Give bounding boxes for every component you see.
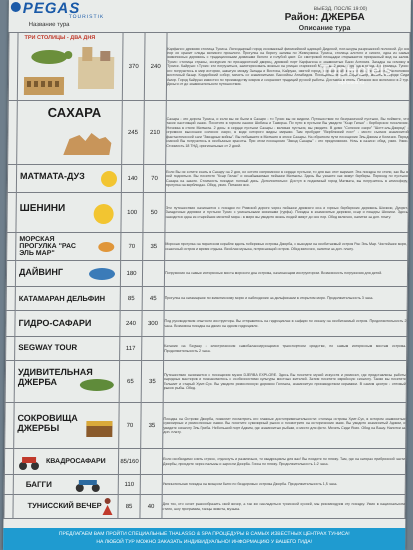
- tour-name-cell: [17, 101, 123, 165]
- price-child: 300: [142, 311, 164, 337]
- price-adult: 110: [118, 475, 140, 495]
- tophotels-watermark: [298, 48, 402, 104]
- tour-name-cell: [16, 165, 121, 193]
- tour-name-cell: [13, 475, 118, 495]
- colosseum-illustration-icon: [22, 73, 66, 97]
- tour-name: МОРСКАЯ ПРОГУЛКА "РАС ЭЛЬ МАР": [19, 236, 76, 257]
- tour-name: ШЕНИНИ: [19, 203, 66, 214]
- winking-smiley-icon: [91, 201, 117, 227]
- tour-name-cell: [15, 311, 120, 337]
- table-row: [6, 311, 407, 337]
- table-row: [5, 403, 406, 449]
- price-adult: 70: [119, 403, 141, 449]
- price-child: 210: [144, 101, 167, 165]
- footer-line-2: НА ЛЮБОЙ ТУР МОЖНО ЗАКАЗАТЬ ИНДИВИДУАЛЬНО! ИНФОРМАЦИЮ У ВАШЕГО ГИДА!: [96, 539, 313, 545]
- tours-table: [3, 32, 410, 519]
- crocodile-illustration-icon: [77, 371, 117, 397]
- smiley-face-icon: [99, 169, 119, 189]
- col-name-header: Название тура: [28, 22, 70, 28]
- tour-description: Прогулка на катамаране по живописному морю и наблюдение за дельфинами в открытом море. Продолжительность 3 часа.: [164, 287, 407, 311]
- price-adult: 370: [122, 33, 145, 101]
- table-row: [5, 361, 406, 403]
- price-child: 240: [144, 33, 167, 101]
- col-desc-header: Описание тура: [298, 25, 351, 32]
- tour-description: Если необходимо снять стресс, отдохнуть и развлечься, то квадроциклы для вас! Вы поедете по пляжу. Там, где на катерах прибрежной части Джербы, проедете через пальмы и заросли Джерба. Гонка по пляжу. Продолжительность 1-2 часа.: [162, 449, 405, 475]
- tour-name-cell: [16, 193, 121, 233]
- price-child: 35: [141, 361, 163, 403]
- price-child: [140, 449, 162, 475]
- table-row: [7, 193, 408, 233]
- tour-description: Карфаген: древняя столица Туниса. Легендарный город основанный финикийской царицей Дидоной, пол-шкуры разрезанной полоской. До сих пор он хранит следы великого прошлого. Прогулка на берегу залива по Жемчужина Туниса, столица алотого и синего, одна из самых живописных деревень с традиционными домиками белого и голубой цвет. Со смотровой площадки открывается прекрасный вид на залив. Тунис: столица страны, экскурсия по президентский дворец, древний порт Карфагена и знаменитые Бани Антония. Загадка на ночевку в Тунисе. Кайруан: г.Тунис: его погрузиться, заинтересовать жизнью на улицах старинной Медины. 2 день: переезд в город, 4-я столица. Тунис: его погрузитесь в мир истории, зажатую между Запада и Востока, Кайруан, святой город, первая арабская столица, поблизости расположен восточный базар. Кордобский собор, мечеть со знаменитыми. Бассейны Аглабидов. Посещение мечети Сиди Амор, мечеть в городе Сиди Амор. Город Кайруан известен по производству ковров и сохраняет традиций ручной работы. Доставка в отель. Питание все включено в 2 тур. Деньги от до знаменательного путешествия.: [166, 33, 410, 101]
- tour-name: УДИВИТЕЛЬНАЯ ДЖЕРБА: [17, 367, 93, 387]
- table-row: [4, 449, 405, 475]
- tour-name: КВАДРОСАФАРИ: [46, 458, 106, 465]
- price-adult: 85: [120, 287, 142, 311]
- tour-name-cell: [13, 449, 118, 475]
- tour-name-cell: [14, 361, 119, 403]
- price-child: 45: [142, 287, 164, 311]
- turtle-illustration-icon: [24, 45, 74, 65]
- tunis-monument-illustration-icon: [74, 43, 120, 93]
- tour-name-cell: [17, 33, 123, 101]
- tour-name-cell: [16, 233, 121, 261]
- table-row: [6, 337, 407, 361]
- table-row: [6, 261, 407, 287]
- price-adult: 245: [122, 101, 145, 165]
- tour-name-cell: [14, 403, 119, 449]
- logo: PEGAS: [22, 0, 81, 17]
- table-row: [8, 101, 410, 165]
- table-row: [7, 233, 408, 261]
- tour-name: КАТАМАРАН ДЕЛЬФИН: [18, 294, 106, 303]
- tour-subtitle: ТРИ СТОЛИЦЫ - ДВА ДНЯ: [24, 35, 96, 41]
- tour-description: Морская прогулка на пиратском корабле вдоль побережья острова Джерба, с выходом на необитаемый остров Рас Эль Мар. Чистейшее море, сказочный остров и время отдыха. Весёлая музыка, потрясающий остров. Обед включен, напитки за доп. плату.: [165, 233, 408, 261]
- price-adult: 117: [120, 337, 142, 361]
- price-adult: 70: [121, 233, 143, 261]
- camel-illustration-icon: [57, 125, 117, 161]
- tour-name-cell: [13, 495, 118, 519]
- tour-description: Поездка на Острове Джерба, позволит посмотреть его главные достопримечательности: столица острова Хумт-Сук, в котором знаменитые сувенирные и ремесленные лавки. Вы посетите сувенирный рынок и посмотрите на исторические маяк. Вы увидите знаменитый Аджим, и увидите синагогу Эль Гриба. Небольшой порт Аджим, где знаменитые рыбаки, и место для фото. Мечеть Сиди Ясин. Обед на Вашу. Напитки за доп. плату.: [163, 403, 406, 449]
- tour-name-cell: [15, 337, 120, 361]
- tour-description: Сахара - это дорога Туниса, и если вы не были в Сахаре - то Тунис вы не видели. Путешествие по безграничной пустыне, Вы поймете, что такое настоящий оазис. Посетите в горном оазисе Шебика и Тамерза. По пути в пустыни Вы увидите "Ксар Гилан" - берберское поселение. Ночевка в отеле Матмата. 2 день: в сердце пустыни Сахары - великая пустыня, вы увидите. В доме "Соленое озеро" "Шотт-эль-Джерид" - огромное высохшее соленое озеро, в воде которого видны миражи. Там пробудят "Верблюжий пост" - место съемок знаменитой фантастической саги "Звездные войны". Вы побываете в Матмате в эпохе Сахары. На обратном пути посещение Эль-Джема и Колизея. Перед сменой Вы погрузитесь в необычные красоты. При этом посещение "Звезд Сахары" - это предложение. Ночь в оазисе: обед, ужин. Ужин. Стоимость 18 ТНД, оригинальные от 2 дней.: [166, 101, 410, 165]
- tour-name: МАТМАТА-ДУЗ: [19, 171, 85, 181]
- tour-name: САХАРА: [47, 105, 102, 120]
- quad-bike-icon: [18, 453, 40, 471]
- diver-illustration-icon: [86, 263, 118, 285]
- price-adult: 100: [121, 193, 143, 233]
- tour-name: ГИДРО-САФАРИ: [18, 318, 92, 328]
- tour-description: Путешествие начинается с посещения музея DJERBA EXPLORE. Здесь Вы посетите музей искусств и ремесел, где представлены работы народных мастеров и познакомитесь с особенностями культуры местных жителей. Затем посетите еврейскую синагогу. Также вы посетите Гельмит и старый Хумт-Сук. Вы увидите ремесленную деревню Геллала, знаменитую производством керамики. В самом центре - оптовый рынок рыбы. Обед.: [163, 361, 406, 403]
- tour-name: БАГГИ: [25, 480, 52, 489]
- price-child: 35: [143, 233, 165, 261]
- price-child: 35: [141, 403, 163, 449]
- footer-line-1: ПРЕДЛАГАЕМ ВАМ ПРОЙТИ СПЕЦИАЛЬНЫЕ THALASSO & SPA ПРОЦЕДУРЫ В САМЫХ ИЗВЕСТНЫХ ЦЕНТРАХ ТУНИСА!: [58, 531, 350, 537]
- tour-description: Погружение на самые интересные места морского дна острова, начинающим инструктором. Возможность погружения для детей.: [164, 261, 407, 287]
- table-row: [6, 287, 407, 311]
- treasure-chest-icon: [82, 413, 116, 441]
- price-adult: 240: [120, 311, 142, 337]
- tour-name-cell: [15, 287, 120, 311]
- price-adult: 85: [118, 495, 140, 519]
- tour-description: Для тех, кто хочет разнообразить свой вечер, а так же насладиться тунисской кухней, мы рекомендуем эту поездку. Ужин в национальном стиле, шоу программа, танцы живота, музыка.: [162, 495, 405, 519]
- tour-name: СОКРОВИЩА ДЖЕРБЫ: [17, 413, 78, 433]
- price-adult: 180: [120, 261, 142, 287]
- price-adult: 85/160: [118, 449, 140, 475]
- watermark-text: TopHotels: [320, 62, 393, 79]
- watermark-sub: tophotels.ru: [338, 80, 365, 86]
- price-child: 50: [143, 193, 165, 233]
- region-title: Район: ДЖЕРБА: [284, 12, 365, 23]
- fish-icon: [94, 237, 118, 257]
- tour-description: Это путешествие начинается с поездки по Римской дороге через пейзажи древнего юга и горных берберских деревень Шенини, Дуирет. Загадочные деревни и пустыни Тунис с уникальными хижинами (гурфа). Поездка в знаменитые деревни, ксар и пещеры Шенини. Здесь находится одна из старейших мечетей мира - в мире вы увидите жизнь людей живут до сих пор. Обед включен, напитки за доп. плату.: [165, 193, 408, 233]
- price-adult: 65: [119, 361, 141, 403]
- price-child: [142, 337, 164, 361]
- price-adult: 140: [121, 165, 143, 193]
- price-child: [142, 261, 164, 287]
- buggy-icon: [74, 477, 102, 493]
- price-child: [140, 475, 162, 495]
- tour-description: Если Вы не хотите ехать в Сахару на 2 дня, но хотите непременно в сердце пустыни, то для вас этот вариант. Эта поездка по степи, как Вы в ней подняться. Вы посетите "Ксар Гилан" и незабываемые пейзажи Матматы. Здесь Вы узнаете как живут берберы. Переход по пустыне Сахара на закате. Стоимость поездки: полный день. Дополнительно: Доступ в подземный город Матмата, вы погрузитесь в атмосферу, прогулка на верблюдах. Обед, ужин. Питание все.: [165, 165, 408, 193]
- pegas-logo-icon: [11, 2, 21, 12]
- logo-sub: TOURISTIK: [68, 14, 105, 20]
- tour-description: Катание на Segway - электрическом самобалансирующемся транспортном средстве, по самым интересным местам острова. Продолжительность 2 часа.: [164, 337, 407, 361]
- tour-description: Увлекательная поездка на мощном багги по бездорожью острова Джерба. Продолжительность 1,5 часа.: [162, 475, 405, 495]
- footer-banner: [3, 528, 405, 550]
- table-row: [7, 165, 408, 193]
- tour-description: Под руководством опытного инструктора. Вы отправитесь на гидроциклах в сафари по океану на необитаемый остров. Продолжительность 2 часа. Возможна поездка на двоих на одном гидроцикле.: [164, 311, 407, 337]
- tour-name: ДАЙВИНГ: [18, 267, 64, 277]
- header-note: ВЫЕЗД, ПОСЛЕ 19:00): [313, 6, 368, 12]
- table-row: [4, 495, 405, 519]
- table-row: [4, 475, 405, 495]
- dancer-icon: [99, 497, 115, 517]
- tour-name: SEGWAY TOUR: [18, 343, 78, 352]
- price-child: 70: [143, 165, 165, 193]
- tour-name: ТУНИССКИЙ ВЕЧЕР: [27, 501, 102, 510]
- tour-name-cell: [15, 261, 120, 287]
- price-child: 40: [140, 495, 162, 519]
